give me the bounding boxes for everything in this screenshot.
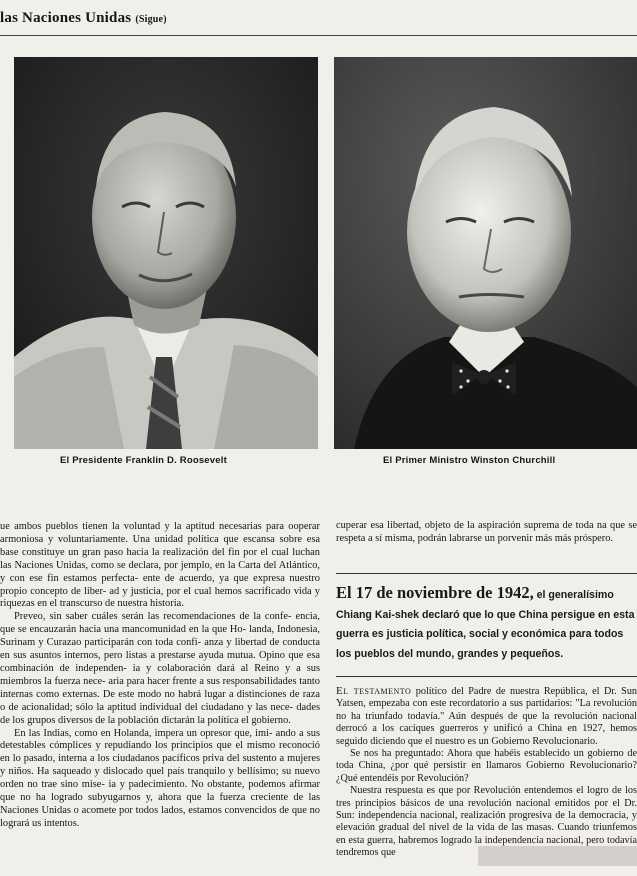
right-column-body [336,685,637,860]
left-paragraph-1: ue ambos pueblos tienen la voluntad y la aptitud necesarias para ooperar armoniosa y voluntariamente. Una unidad política que escansa sobre esa base constituye un gran paso hacia la realización del fin por el cual luchan las Naciones Unidas, como se declara, por jemplo, en la Carta del Atlántico, y con ese fin estamos perfecta- ente de acuerdo, ya que expresa nuestro propio concepto de liber- ad y justicia, por el cual hemos sacrificado vida y riquezas en el transcurso de nuestra historia. [0,521,320,610]
right-body-paragraph-1-text: político del Padre de nuestra República, el Dr. Sun Yatsen, empezaba con este recordatorio a sus partidarios: "La revolución no ha triunfado todavía." Aún después de que la revolución nacional derrocó a los caciques guerreros y unificó a China en 1927, hemos seguido diciendo que el nuestro es un Gobierno Revolucionario. [336,686,637,747]
right-column-top [336,520,637,546]
header-title: las Naciones Unidas [0,10,132,26]
pull-quote-bottom-rule [336,676,637,677]
left-column [0,521,320,831]
roosevelt-portrait [14,57,318,449]
pull-quote-date: El 17 de noviembre de 1942, [336,583,534,602]
header-rule [0,35,637,36]
right-body-paragraph-3: Nuestra respuesta es que por Revolución entendemos el logro de los tres principios básicos de una revolución nacional emitidos por el Dr. Sun: independencia nacional, realización progresiva de la democracia, y elevación gradual del nivel de la vida de las masas. Cuando triunfemos en esta guerra, habremos logrado la independencia nacional, pero todavía tendremos que [336,785,637,859]
pull-quote-top-rule [336,573,637,574]
roosevelt-caption: El Presidente Franklin D. Roosevelt [60,455,227,466]
right-body-paragraph-1 [336,685,637,748]
churchill-portrait [334,57,637,449]
lead-words: El testamento [336,685,412,697]
right-body-paragraph-2: Se nos ha preguntado: Ahora que habéis establecido un gobierno de toda China, ¿por qué persistir en llamaros Gobierno Revolucionario? ¿Qué entendéis por Revolución? [336,748,637,784]
left-paragraph-2: Preveo, sin saber cuáles serán las recomendaciones de la confe- encia, que se encauzarán hacia una mancomunidad en la que Ho- landa, Indonesia, Surinam y Curazao participarán con toda confi- anza y libertad de conducta en sus asuntos internos, pero listas a prestarse ayuda mutua. Opino que esa combinación de independen- ia y colaboración dará al Reino y a sus miembros la fuerza nece- aria para hacer frente a sus responsabilidades tanto internas como externas. De este modo no habrá lugar a distinciones de raza o de acionalidad; sólo la aptitud individual del ciudadano y las nece- dades de los grupos diversos de la población dictarán la política el gobierno. [0,611,320,726]
page-header [0,10,637,34]
right-top-paragraph: cuperar esa libertad, objeto de la aspiración suprema de toda na que se respeta a sí misma, podrán labrarse un porvenir más más próspero. [336,520,637,544]
watermark-stamp [478,846,637,866]
pull-quote-text: el generalísimo Chiang Kai-shek declaró que lo que China persigue en esta guerra es justicia política, social y económica para todos los pueblos del mundo, grandes y pequeños. [336,589,635,660]
header-suffix: (Sigue) [135,14,167,25]
left-paragraph-3: En las Indias, como en Holanda, impera un opresor que, imi- ando a sus detestables cómplices y repudiando los principios que el mismo reconoció en lo pasado, interna a los ciudadanos pacíficos priva del sustento a mujeres y niños. Ha saqueado y dislocado quel país tranquilo y bellísimo; su nuevo orden no trae sino mise- ia y padecimiento. No obstante, podemos afirmar que no ha logrado subyugarnos y, ahora que la fuerza creciente de las Naciones Unidas o acomete por todos lados, estamos convencidos de que no logrará us intentos. [0,727,320,829]
churchill-caption: El Primer Ministro Winston Churchill [383,455,556,466]
pull-quote [336,583,637,664]
